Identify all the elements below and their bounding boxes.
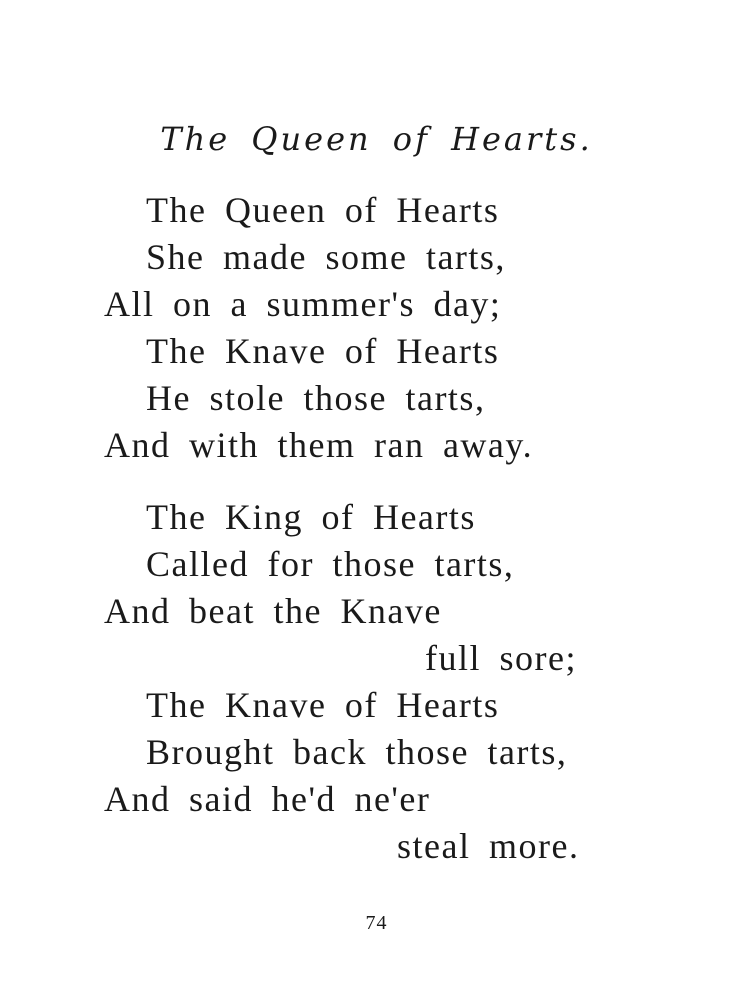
poem-title: The Queen of Hearts. xyxy=(160,120,593,158)
poem-line: The Queen of Hearts xyxy=(146,190,500,230)
poem-line: And with them ran away. xyxy=(104,425,534,465)
poem-line: The King of Hearts xyxy=(146,497,476,537)
poem-line: Called for those tarts, xyxy=(146,544,515,584)
poem-line: Brought back those tarts, xyxy=(146,732,568,772)
poem-line: All on a summer's day; xyxy=(104,284,502,324)
poem-line: And beat the Knave xyxy=(104,591,442,631)
poem-line: full sore; xyxy=(425,638,577,678)
poem-line: The Knave of Hearts xyxy=(146,685,500,725)
poem-line: He stole those tarts, xyxy=(146,378,486,418)
poem-line: She made some tarts, xyxy=(146,237,506,277)
poem-line: steal more. xyxy=(397,826,580,866)
poem-line: And said he'd ne'er xyxy=(104,779,431,819)
page-number: 74 xyxy=(365,912,388,934)
poem-line: The Knave of Hearts xyxy=(146,331,500,371)
